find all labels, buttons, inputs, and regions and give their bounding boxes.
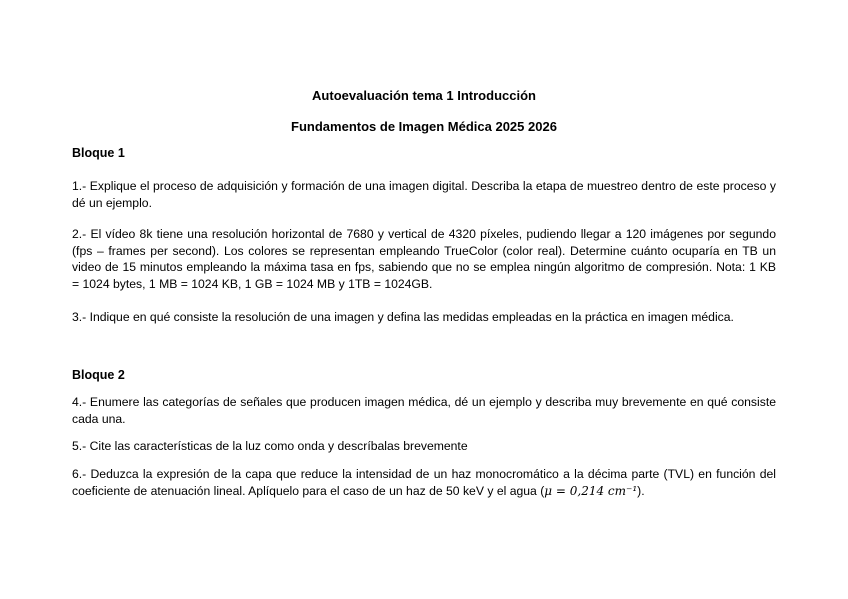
question-3: 3.- Indique en qué consiste la resolución de una imagen y defina las medidas empleadas en la práctica en imagen médica.	[72, 310, 734, 324]
block-2-heading: Bloque 2	[72, 368, 125, 382]
question-6	[72, 466, 776, 499]
block-1-heading: Bloque 1	[72, 146, 125, 160]
attenuation-formula: μ = 0,214 cm⁻¹	[544, 483, 638, 498]
document-subtitle: Fundamentos de Imagen Médica 2025 2026	[291, 119, 557, 134]
document-title: Autoevaluación tema 1 Introducción	[312, 88, 536, 103]
question-1: 1.- Explique el proceso de adquisición y formación de una imagen digital. Describa la etapa de muestreo dentro de este proceso y dé un ejemplo.	[72, 179, 776, 210]
question-4: 4.- Enumere las categorías de señales que producen imagen médica, dé un ejemplo y describa muy brevemente en qué consiste cada una.	[72, 395, 776, 426]
question-2: 2.- El vídeo 8k tiene una resolución horizontal de 7680 y vertical de 4320 píxeles, pudiendo llegar a 120 imágenes por segundo (fps – frames per second). Los colores se representan empleando TrueColor (color real). Determine cuánto ocuparía en TB un video de 15 minutos empleando la máxima tasa en fps, sabiendo que no se emplea ningún algoritmo de compresión. Nota: 1 KB = 1024 bytes, 1 MB = 1024 KB, 1 GB = 1024 MB y 1TB = 1024GB.	[72, 227, 776, 291]
question-6-end: ).	[637, 483, 645, 498]
question-6-text: 6.- Deduzca la expresión de la capa que reduce la intensidad de un haz monocromático a la décima parte (TVL) en función del coeficiente de atenuación lineal. Aplíquelo para el caso de un haz de 50 keV y el agua (	[72, 467, 776, 498]
question-5: 5.- Cite las características de la luz como onda y descríbalas brevemente	[72, 439, 468, 453]
